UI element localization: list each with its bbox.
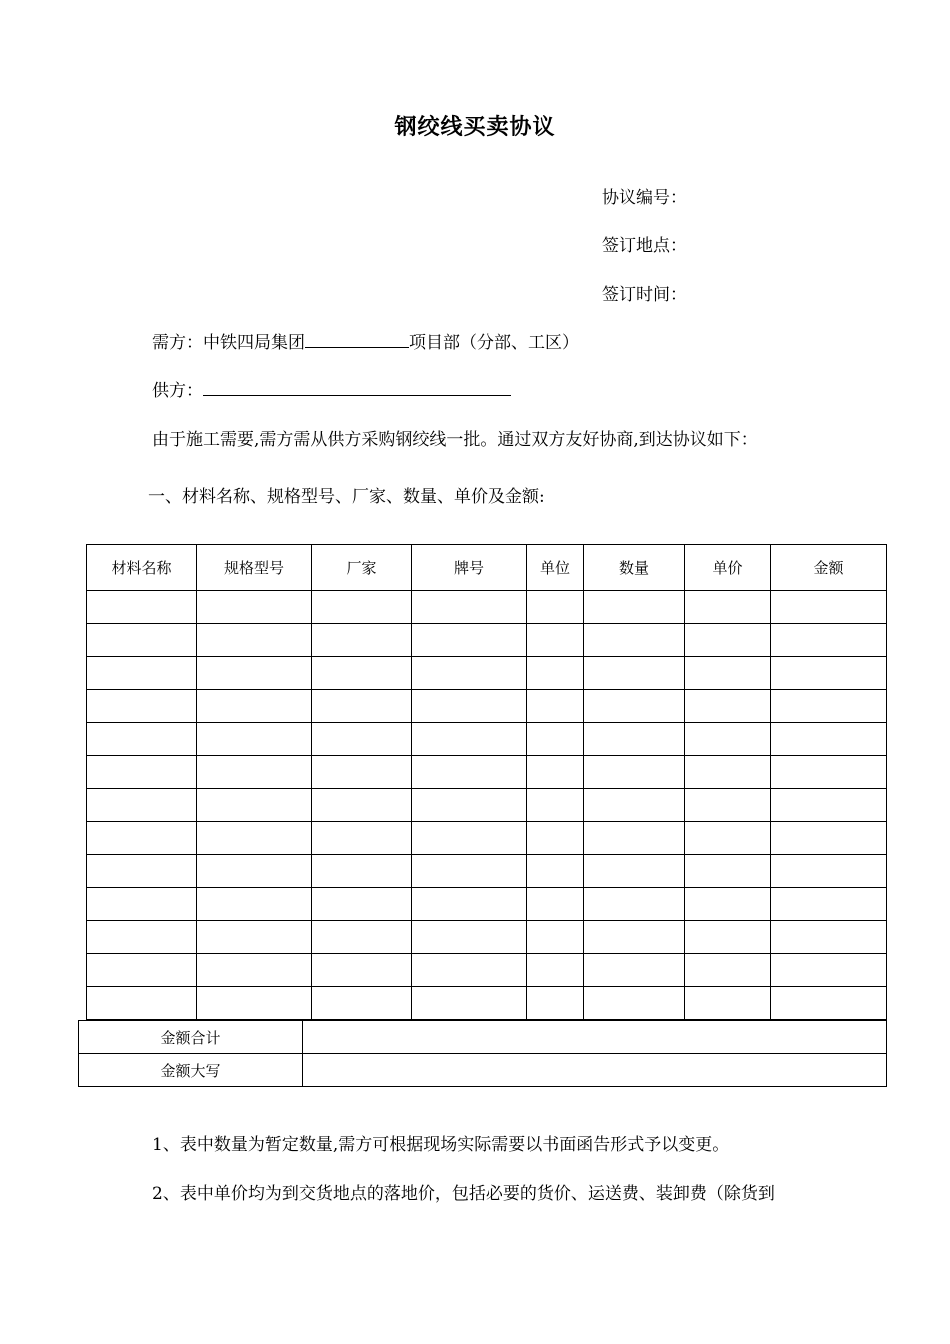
table-cell[interactable]: [87, 987, 197, 1020]
header-unit-price: 单价: [685, 545, 771, 591]
total-amount-label: 金额合计: [79, 1021, 303, 1054]
table-cell[interactable]: [584, 855, 685, 888]
table-cell[interactable]: [197, 789, 312, 822]
table-cell[interactable]: [87, 822, 197, 855]
header-unit: 单位: [527, 545, 584, 591]
table-cell[interactable]: [312, 789, 412, 822]
intro-paragraph: 由于施工需要,需方需从供方采购钢绞线一批。通过双方友好协商,到达协议如下：: [152, 430, 758, 450]
table-cell[interactable]: [771, 855, 887, 888]
table-cell[interactable]: [312, 690, 412, 723]
table-cell[interactable]: [527, 987, 584, 1020]
table-cell[interactable]: [771, 921, 887, 954]
table-cell[interactable]: [527, 954, 584, 987]
buyer-project-blank[interactable]: [305, 329, 409, 348]
table-cell[interactable]: [412, 921, 527, 954]
table-cell[interactable]: [412, 657, 527, 690]
table-cell[interactable]: [584, 789, 685, 822]
table-cell[interactable]: [412, 987, 527, 1020]
table-cell[interactable]: [584, 888, 685, 921]
table-cell[interactable]: [312, 624, 412, 657]
table-cell[interactable]: [87, 855, 197, 888]
table-cell[interactable]: [412, 855, 527, 888]
table-cell[interactable]: [685, 954, 771, 987]
table-cell[interactable]: [771, 690, 887, 723]
table-cell[interactable]: [412, 690, 527, 723]
table-cell[interactable]: [685, 657, 771, 690]
table-cell[interactable]: [87, 954, 197, 987]
total-upper-label: 金额大写: [79, 1054, 303, 1087]
table-cell[interactable]: [312, 822, 412, 855]
table-cell[interactable]: [771, 657, 887, 690]
table-cell[interactable]: [584, 624, 685, 657]
table-cell[interactable]: [771, 822, 887, 855]
table-cell[interactable]: [527, 822, 584, 855]
table-cell[interactable]: [584, 591, 685, 624]
header-manufacturer: 厂家: [312, 545, 412, 591]
table-cell[interactable]: [685, 822, 771, 855]
table-cell[interactable]: [584, 657, 685, 690]
table-cell[interactable]: [197, 723, 312, 756]
table-cell[interactable]: [527, 624, 584, 657]
table-cell[interactable]: [312, 657, 412, 690]
table-cell[interactable]: [685, 987, 771, 1020]
table-row: [87, 987, 887, 1020]
table-header-row: [87, 545, 887, 591]
buyer-label-prefix: 需方：中铁四局集团: [152, 333, 305, 353]
table-cell[interactable]: [527, 723, 584, 756]
table-cell[interactable]: [197, 822, 312, 855]
table-cell[interactable]: [87, 789, 197, 822]
table-cell[interactable]: [527, 756, 584, 789]
table-cell[interactable]: [412, 822, 527, 855]
table-cell[interactable]: [584, 756, 685, 789]
table-cell[interactable]: [685, 855, 771, 888]
table-cell[interactable]: [685, 624, 771, 657]
table-cell[interactable]: [771, 723, 887, 756]
table-cell[interactable]: [412, 591, 527, 624]
header-spec-model: 规格型号: [197, 545, 312, 591]
table-row: [87, 789, 887, 822]
table-cell[interactable]: [527, 855, 584, 888]
table-cell[interactable]: [771, 756, 887, 789]
table-cell[interactable]: [584, 690, 685, 723]
table-cell[interactable]: [312, 723, 412, 756]
table-cell[interactable]: [412, 954, 527, 987]
table-cell[interactable]: [312, 954, 412, 987]
supplier-line: [152, 376, 511, 401]
totals-table: [78, 1020, 887, 1087]
table-cell[interactable]: [584, 822, 685, 855]
table-cell[interactable]: [685, 756, 771, 789]
table-row: [87, 657, 887, 690]
table-body: [87, 591, 887, 1020]
materials-table: [86, 544, 887, 1020]
table-cell[interactable]: [197, 591, 312, 624]
clause-2: 2、表中单价均为到交货地点的落地价，包括必要的货价、运送费、装卸费（除货到: [152, 1184, 775, 1204]
header-grade: 牌号: [412, 545, 527, 591]
table-cell[interactable]: [197, 888, 312, 921]
table-cell[interactable]: [197, 657, 312, 690]
table-cell[interactable]: [685, 591, 771, 624]
document-title: 钢绞线买卖协议: [394, 114, 556, 140]
buyer-line: [152, 328, 579, 353]
table-row: [87, 888, 887, 921]
table-cell[interactable]: [312, 855, 412, 888]
table-cell[interactable]: [412, 723, 527, 756]
table-cell[interactable]: [312, 888, 412, 921]
table-cell[interactable]: [312, 756, 412, 789]
table-cell[interactable]: [87, 624, 197, 657]
table-cell[interactable]: [527, 591, 584, 624]
total-upper-cell[interactable]: [303, 1054, 887, 1087]
table-cell[interactable]: [685, 723, 771, 756]
table-cell[interactable]: [197, 921, 312, 954]
total-upper-row: [79, 1054, 887, 1087]
table-cell[interactable]: [771, 888, 887, 921]
table-cell[interactable]: [771, 789, 887, 822]
total-amount-row: [79, 1021, 887, 1054]
table-cell[interactable]: [584, 954, 685, 987]
table-row: [87, 690, 887, 723]
table-cell[interactable]: [312, 921, 412, 954]
table-cell[interactable]: [771, 954, 887, 987]
total-amount-cell[interactable]: [303, 1021, 887, 1054]
table-cell[interactable]: [584, 987, 685, 1020]
table-row: [87, 822, 887, 855]
table-cell[interactable]: [685, 888, 771, 921]
table-row: [87, 855, 887, 888]
supplier-name-blank[interactable]: [203, 377, 511, 396]
table-cell[interactable]: [197, 954, 312, 987]
table-cell[interactable]: [584, 723, 685, 756]
table-cell[interactable]: [87, 690, 197, 723]
sign-place-label: 签订地点：: [602, 236, 687, 256]
table-cell[interactable]: [312, 987, 412, 1020]
header-quantity: 数量: [584, 545, 685, 591]
table-cell[interactable]: [685, 921, 771, 954]
table-row: [87, 756, 887, 789]
table-cell[interactable]: [412, 888, 527, 921]
table-row: [87, 624, 887, 657]
table-cell[interactable]: [197, 987, 312, 1020]
table-cell[interactable]: [412, 756, 527, 789]
table-cell[interactable]: [527, 888, 584, 921]
table-cell[interactable]: [771, 591, 887, 624]
table-cell[interactable]: [197, 855, 312, 888]
table-cell[interactable]: [87, 591, 197, 624]
table-cell[interactable]: [771, 987, 887, 1020]
table-row: [87, 591, 887, 624]
clause-1: 1、表中数量为暂定数量,需方可根据现场实际需要以书面函告形式予以变更。: [152, 1135, 730, 1155]
table-cell[interactable]: [412, 789, 527, 822]
header-material-name: 材料名称: [87, 545, 197, 591]
buyer-label-suffix: 项目部（分部、工区）: [409, 333, 579, 353]
table-cell[interactable]: [87, 756, 197, 789]
table-cell[interactable]: [771, 624, 887, 657]
table-row: [87, 921, 887, 954]
table-cell[interactable]: [584, 921, 685, 954]
table-cell[interactable]: [197, 690, 312, 723]
section1-heading: 一、材料名称、规格型号、厂家、数量、单价及金额:: [148, 487, 545, 507]
table-cell[interactable]: [527, 921, 584, 954]
sign-time-label: 签订时间：: [602, 285, 687, 305]
table-cell[interactable]: [527, 657, 584, 690]
table-cell[interactable]: [87, 921, 197, 954]
header-amount: 金额: [771, 545, 887, 591]
table-cell[interactable]: [87, 723, 197, 756]
table-cell[interactable]: [527, 789, 584, 822]
table-cell[interactable]: [87, 657, 197, 690]
supplier-label: 供方：: [152, 381, 203, 401]
table-cell[interactable]: [685, 690, 771, 723]
table-cell[interactable]: [685, 789, 771, 822]
table-cell[interactable]: [412, 624, 527, 657]
agreement-number-label: 协议编号：: [602, 188, 687, 208]
table-row: [87, 954, 887, 987]
table-cell[interactable]: [197, 756, 312, 789]
table-cell[interactable]: [527, 690, 584, 723]
table-row: [87, 723, 887, 756]
table-cell[interactable]: [197, 624, 312, 657]
table-cell[interactable]: [87, 888, 197, 921]
table-cell[interactable]: [312, 591, 412, 624]
